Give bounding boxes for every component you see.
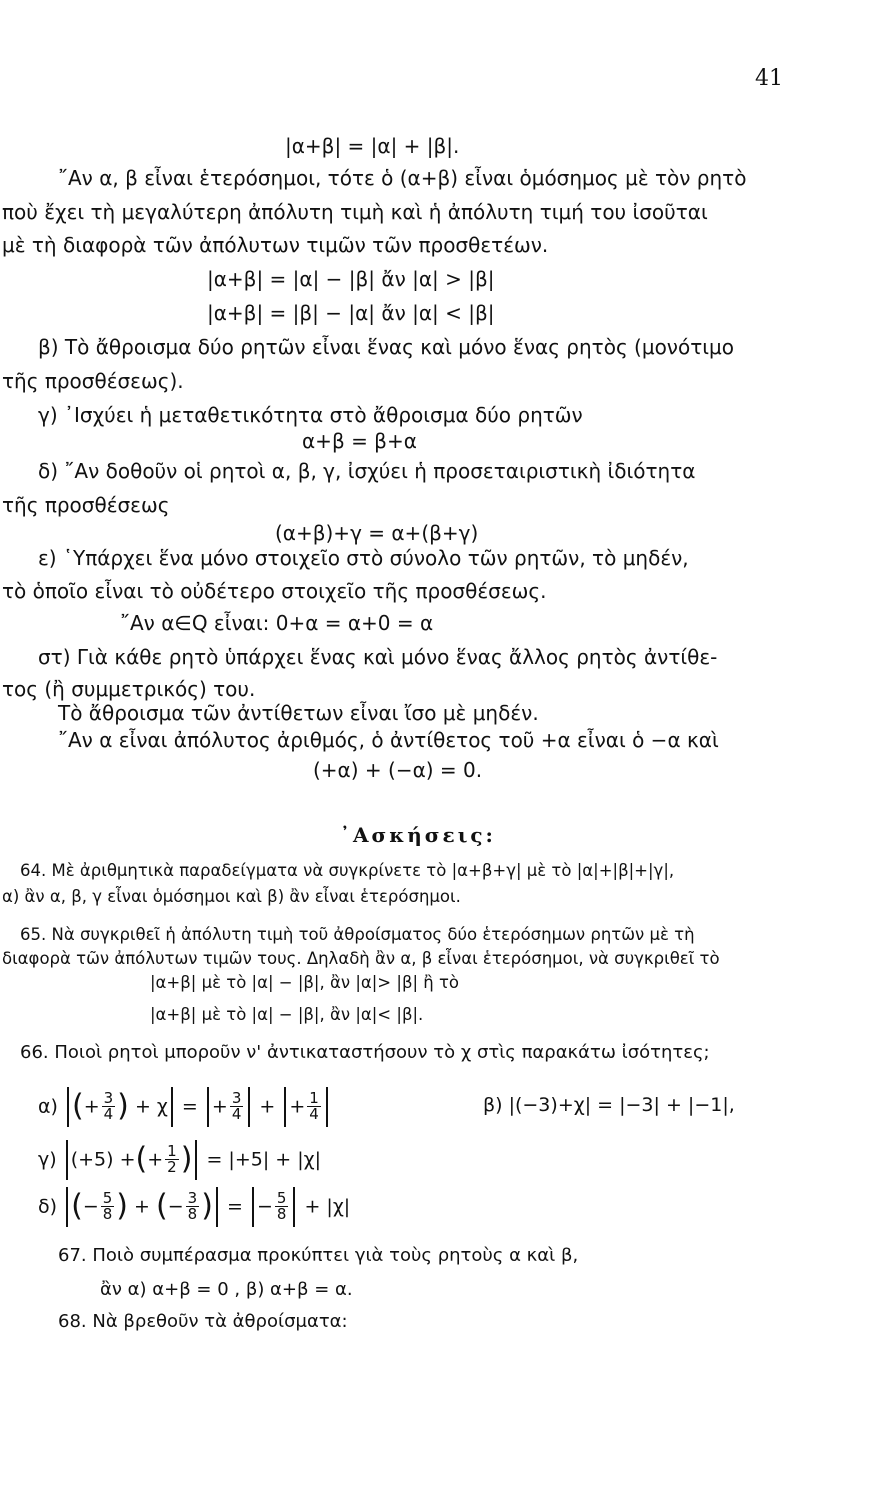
- numerator: 3: [187, 1189, 198, 1207]
- sign: −: [256, 1195, 273, 1218]
- sign: +: [211, 1095, 228, 1118]
- abs-bar: [248, 1087, 250, 1127]
- text-line: μὲ τὴ διαφορὰ τῶν ἀπόλυτων τιμῶν τῶν προσθετέων.: [2, 233, 549, 257]
- formula-line: (+α) + (−α) = 0.: [313, 758, 483, 782]
- label: α): [38, 1095, 58, 1118]
- denominator: 4: [231, 1105, 242, 1123]
- formula-line: ῎Αν α∈Q εἶναι: 0+α = α+0 = α: [120, 611, 434, 635]
- term: + χ: [134, 1095, 168, 1118]
- fraction: [230, 1091, 244, 1122]
- formula-line: (α+β)+γ = α+(β+γ): [275, 521, 479, 545]
- text-line: τῆς προσθέσεως).: [2, 369, 184, 393]
- equals: =: [181, 1095, 198, 1118]
- formula-line: |α+β| = |β| − |α| ἄν |α| < |β|: [207, 301, 495, 325]
- text-line: β) Τὸ ἄθροισμα δύο ρητῶν εἶναι ἕνας καὶ μόνο ἕνας ρητὸς (μονότιμο: [38, 335, 734, 359]
- exercise-67-line: 67. Ποιὸ συμπέρασμα προκύπτει γιὰ τοὺς ρητοὺς α καὶ β,: [58, 1245, 579, 1266]
- exercise-66-g: [38, 1135, 321, 1184]
- paren: (: [135, 1141, 148, 1177]
- text-line: ε) ῾Υπάρχει ἕνα μόνο στοιχεῖο στὸ σύνολο τῶν ρητῶν, τὸ μηδέν,: [38, 546, 689, 570]
- exercise-67-line: ἂν α) α+β = 0 , β) α+β = α.: [100, 1279, 353, 1300]
- text-line: Τὸ ἄθροισμα τῶν ἀντίθετων εἶναι ἴσο μὲ μηδέν.: [58, 701, 539, 725]
- denominator: 4: [309, 1105, 319, 1123]
- abs-bar: [207, 1087, 209, 1127]
- term: + |χ|: [304, 1195, 351, 1218]
- fraction: [186, 1191, 200, 1222]
- sign: +: [134, 1195, 150, 1218]
- abs-bar: [284, 1087, 286, 1127]
- formula-line: α+β = β+α: [302, 429, 417, 453]
- term: (+5) +: [70, 1148, 136, 1171]
- paren: ): [116, 1188, 128, 1224]
- numerator: 1: [167, 1142, 177, 1160]
- label: γ): [38, 1148, 57, 1171]
- paren: (: [71, 1188, 83, 1224]
- exercise-66-line: 66. Ποιοὶ ρητοὶ μποροῦν ν' ἀντικαταστήσουν τὸ χ στὶς παρακάτω ἰσότητες;: [20, 1042, 710, 1063]
- sign: +: [147, 1148, 164, 1171]
- sign: −: [82, 1195, 99, 1218]
- denominator: 2: [167, 1158, 177, 1176]
- text-line: γ) ᾿Ισχύει ἡ μεταθετικότητα στὸ ἄθροισμα δύο ρητῶν: [38, 403, 583, 427]
- text-line: τῆς προσθέσεως: [2, 493, 170, 517]
- fraction: [307, 1091, 321, 1122]
- paren: (: [156, 1188, 168, 1224]
- sign: +: [83, 1095, 100, 1118]
- numerator: 3: [231, 1089, 242, 1107]
- fraction: [165, 1144, 179, 1175]
- text-line: στ) Γιὰ κάθε ρητὸ ὑπάρχει ἕνας καὶ μόνο ἕνας ἄλλος ρητὸς ἀντίθε-: [38, 645, 718, 669]
- abs-bar: [66, 1187, 68, 1227]
- abs-bar: [67, 1087, 69, 1127]
- fraction: [101, 1191, 115, 1222]
- denominator: 8: [276, 1205, 287, 1223]
- denominator: 4: [103, 1105, 114, 1123]
- exercise-66-a: [38, 1082, 331, 1131]
- exercise-65-line: διαφορὰ τῶν ἀπόλυτων τιμῶν τους. Δηλαδὴ ἂν α, β εἶναι ἑτερόσημοι, νὰ συγκριθεῖ τὸ: [2, 949, 720, 968]
- numerator: 5: [276, 1189, 287, 1207]
- fraction: [275, 1191, 289, 1222]
- text-line: δ) ῎Αν δοθοῦν οἱ ρητοὶ α, β, γ, ἰσχύει ἡ προσεταιριστικὴ ἰδιότητα: [38, 459, 696, 483]
- paren: ): [201, 1188, 213, 1224]
- text-line: ποὺ ἔχει τὴ μεγαλύτερη ἀπόλυτη τιμὴ καὶ ἡ ἀπόλυτη τιμή του ἰσοῦται: [2, 200, 708, 224]
- denominator: 8: [102, 1205, 113, 1223]
- fraction: [102, 1091, 116, 1122]
- page-number: 41: [755, 66, 783, 91]
- term: = |+5| + |χ|: [206, 1148, 322, 1171]
- exercise-68-line: 68. Νὰ βρεθοῦν τὰ ἀθροίσματα:: [58, 1311, 348, 1332]
- exercise-65-line: 65. Νὰ συγκριθεῖ ἡ ἀπόλυτη τιμὴ τοῦ ἀθροίσματος δύο ἑτερόσημων ρητῶν μὲ τὴ: [20, 925, 695, 944]
- numerator: 5: [102, 1189, 113, 1207]
- sign: −: [167, 1195, 184, 1218]
- exercise-66-b: β) |(−3)+χ| = |−3| + |−1|,: [483, 1094, 735, 1116]
- exercise-65-line: |α+β| μὲ τὸ |α| − |β|, ἂν |α|< |β|.: [150, 1005, 424, 1024]
- numerator: 1: [309, 1089, 319, 1107]
- text-line: τὸ ὁποῖο εἶναι τὸ οὐδέτερο στοιχεῖο τῆς προσθέσεως.: [2, 579, 547, 603]
- paren: (: [71, 1088, 84, 1124]
- denominator: 8: [187, 1205, 198, 1223]
- exercise-65-line: |α+β| μὲ τὸ |α| − |β|, ἂν |α|> |β| ἢ τὸ: [150, 973, 460, 992]
- exercise-66-d: [38, 1182, 350, 1231]
- exercise-64-line: 64. Μὲ ἀριθμητικὰ παραδείγματα νὰ συγκρίνετε τὸ |α+β+γ| μὲ τὸ |α|+|β|+|γ|,: [20, 861, 675, 880]
- numerator: 3: [103, 1089, 114, 1107]
- sign: +: [289, 1095, 306, 1118]
- abs-bar: [171, 1087, 173, 1127]
- paren: ): [117, 1088, 129, 1124]
- paren: ): [180, 1141, 193, 1177]
- exercise-64-line: α) ἂν α, β, γ εἶναι ὁμόσημοι καὶ β) ἂν εἶναι ἑτερόσημοι.: [2, 887, 461, 906]
- exercises-heading: ᾿Ασκήσεις:: [340, 823, 496, 847]
- label: δ): [38, 1195, 58, 1218]
- text-line: τος (ἢ συμμετρικός) του.: [2, 677, 256, 701]
- sign: +: [259, 1095, 276, 1118]
- abs-bar: [66, 1140, 68, 1180]
- abs-bar: [252, 1187, 254, 1227]
- abs-bar: [195, 1140, 197, 1180]
- text-line: ῎Αν α, β εἶναι ἑτερόσημοι, τότε ὁ (α+β) εἶναι ὁμόσημος μὲ τὸν ρητὸ: [58, 166, 747, 190]
- formula-line: |α+β| = |α| − |β| ἄν |α| > |β|: [207, 267, 495, 291]
- abs-bar: [216, 1187, 218, 1227]
- abs-bar: [326, 1087, 328, 1127]
- text-line: ῎Αν α εἶναι ἀπόλυτος ἀριθμός, ὁ ἀντίθετος τοῦ +α εἶναι ὁ −α καὶ: [58, 728, 719, 752]
- formula-line: |α+β| = |α| + |β|.: [285, 134, 460, 158]
- equals: =: [226, 1195, 243, 1218]
- abs-bar: [293, 1187, 295, 1227]
